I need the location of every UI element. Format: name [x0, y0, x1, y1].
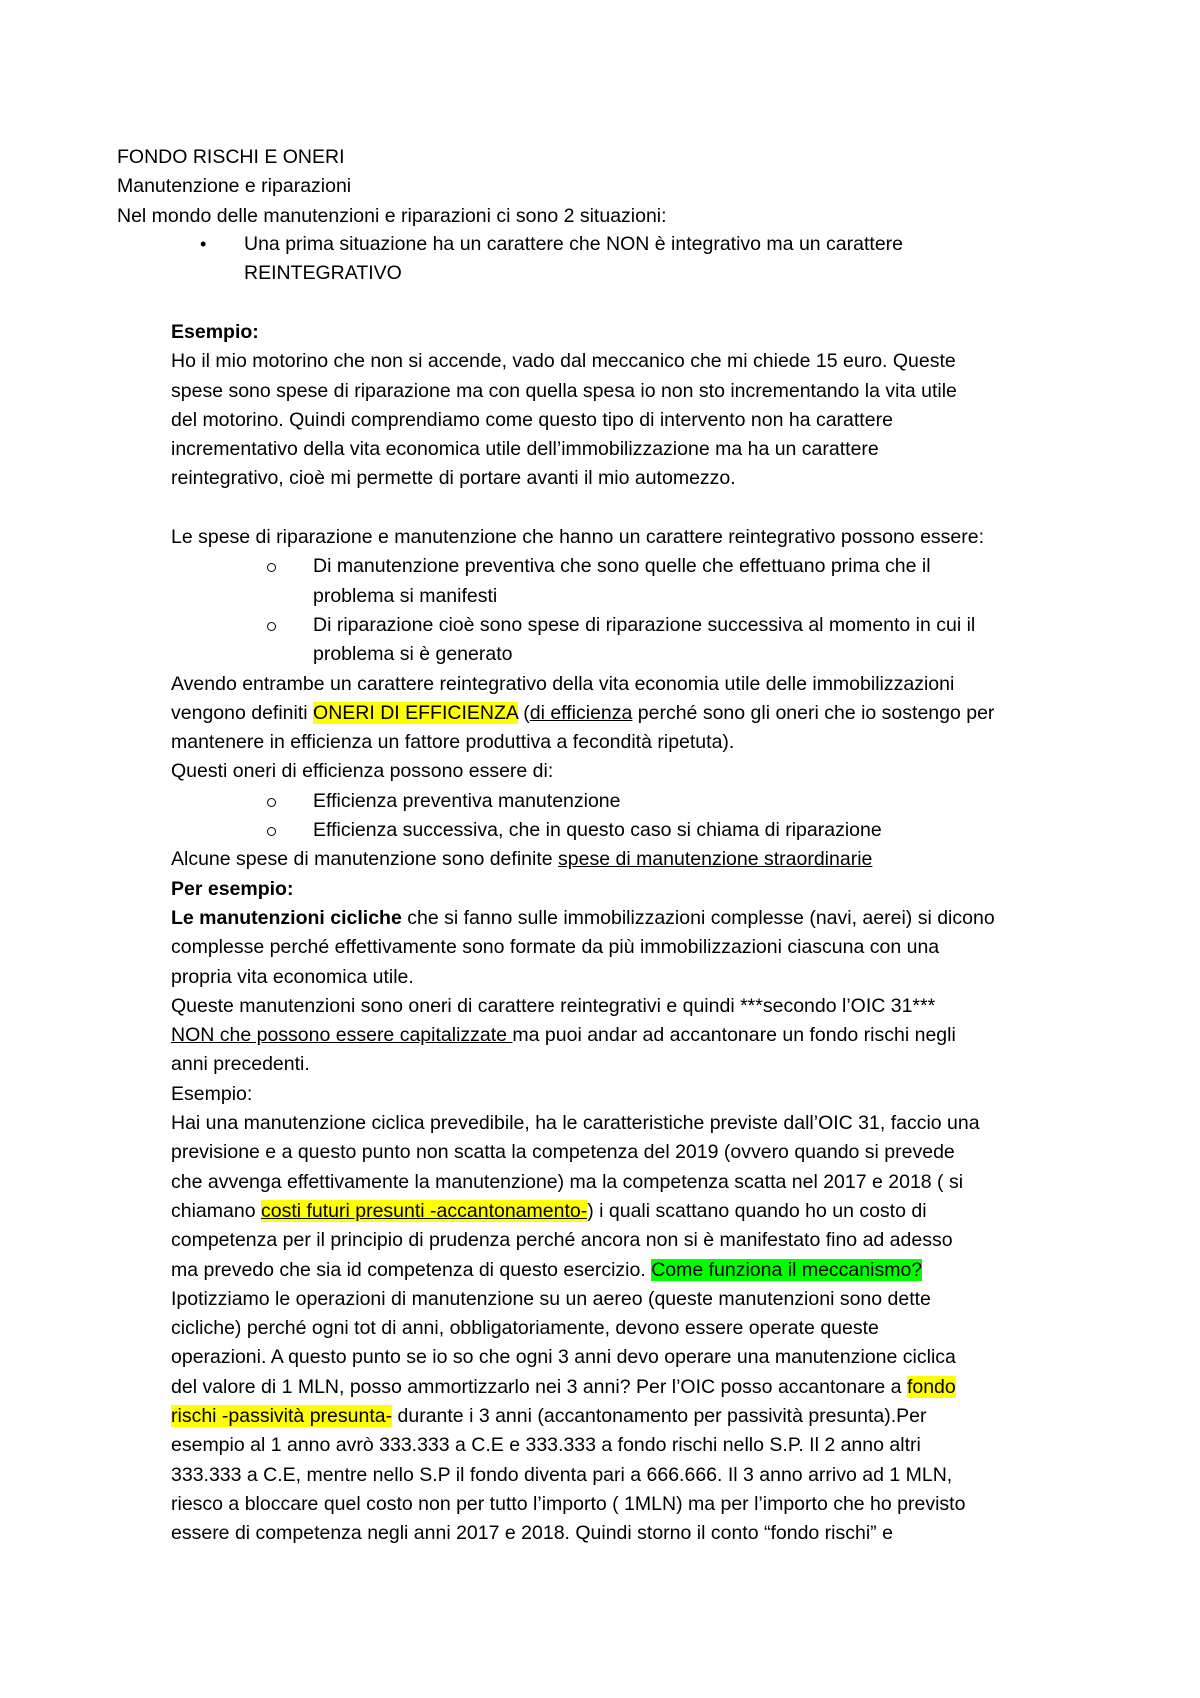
list-item: Di manutenzione preventiva che sono quelle che effettuano prima che il problema si manifesti: [267, 552, 1111, 611]
list-item: Efficienza preventiva manutenzione: [267, 787, 1111, 816]
cyclic-paragraph: Le manutenzioni cicliche che si fanno sulle immobilizzazioni complesse (navi, aerei) si dicono complesse perché effettivamente sono formate da più immobilizzazioni ciascuna con una propria vita economica utile.: [171, 906, 995, 988]
circle-bullet-icon: [267, 827, 276, 836]
efficiency-paragraph: Avendo entrambe un carattere reintegrativo della vita economia utile delle immobilizzazioni vengono definiti ONERI DI EFFICIENZA (di efficienza perché sono gli oneri che io sostengo per mantenere in efficienza un fattore produttiva a fecondità ripetuta).: [171, 672, 995, 754]
underline-non-capitalizzate: NON che possono essere capitalizzate: [171, 1024, 513, 1047]
list-item: Efficienza successiva, che in questo caso si chiama di riparazione: [267, 816, 1111, 845]
per-esempio-label: Per esempio:: [171, 877, 294, 900]
highlight-come-funziona: Come funziona il meccanismo?: [651, 1258, 923, 1281]
oic-paragraph: Queste manutenzioni sono oneri di carattere reintegrativi e quindi ***secondo l’OIC 31*** NON che possono essere capitalizzate ma puoi andar ad accantonare un fondo rischi negli anni precedenti.: [171, 994, 956, 1076]
example-paragraph: Ho il mio motorino che non si accende, vado dal meccanico che mi chiede 15 euro. Queste spese sono spese di riparazione ma con quella spesa io non sto incrementando la vita utile del motorino. Quindi comprendiamo come questo tipo di intervento non ha carattere incrementativo della vita economica utile dell’immobilizzazione ma ha un carattere reintegrativo, cioè mi permette di portare avanti il mio automezzo.: [171, 350, 957, 490]
bullet-text: Una prima situazione ha un carattere che NON è integrativo ma un carattere REINTEGRATIVO: [244, 233, 904, 285]
section-subtitle: Manutenzione e riparazioni: [117, 175, 352, 198]
intro-paragraph: Nel mondo delle manutenzioni e riparazioni ci sono 2 situazioni:: [117, 204, 667, 227]
paragraph-gap: [171, 494, 1111, 523]
extraordinary-paragraph: Alcune spese di manutenzione sono definite spese di manutenzione straordinarie: [171, 848, 873, 871]
circle-bullet-icon: [267, 622, 276, 631]
example2-paragraph: Hai una manutenzione ciclica prevedibile, ha le caratteristiche previste dall’OIC 31, faccio una previsione e a questo punto non scatta la competenza del 2019 (ovvero quando si prevede che avvenga effettivamente la manutenzione) ma la competenza scatta nel 2017 e 2018 ( si chiamano costi futuri presunti -accantonamento-) i quali scattano quando ho un costo di competenza per il principio di prudenza perché ancora non si è manifestato fino ad adesso ma prevedo che sia id competenza di questo esercizio. Come funziona il meccanismo? Ipotizziamo le operazioni di manutenzione su un aereo (queste manutenzioni sono dette cicliche) perché ogni tot di anni, obbligatoriamente, devono essere operate queste operazioni. A questo punto se io so che ogni 3 anni devo operare una manutenzione ciclica del valore di 1 MLN, posso ammortizzarlo nei 3 anni? Per l’OIC posso accantonare a fondo rischi -passività presunta- durante i 3 anni (accantonamento per passività presunta).Per esempio al 1 anno avrò 333.333 a C.E e 333.333 a fondo rischi nello S.P. Il 2 anno altri 333.333 a C.E, mentre nello S.P il fondo diventa pari a 666.666. Il 3 anno arrivo ad 1 MLN, riesco a bloccare quel costo non per tutto l’importo ( 1MLN) ma per l’importo che ho previsto essere di competenza negli anni 2017 e 2018. Quindi storno il conto “fondo rischi” e: [171, 1112, 980, 1545]
efficiency-list: [267, 787, 1111, 846]
efficiency-intro: Questi oneri di efficienza possono essere di:: [171, 760, 554, 783]
document-body: [171, 318, 1111, 1548]
highlight-rischi-passivita: rischi -passività presunta-: [171, 1404, 393, 1427]
document-title: FONDO RISCHI E ONERI: [117, 146, 345, 168]
reintegrative-list: [267, 552, 1111, 669]
document-header: [117, 143, 1117, 231]
bold-cicliche: Le manutenzioni cicliche: [171, 906, 402, 929]
reintegrative-intro: Le spese di riparazione e manutenzione che hanno un carattere reintegrativo possono essere:: [171, 526, 985, 549]
example2-label: Esempio:: [171, 1082, 253, 1105]
bullet-dot-icon: •: [200, 234, 207, 254]
highlight-costi-futuri: costi futuri presunti -accantonamento-: [260, 1199, 588, 1222]
list-item: Di riparazione cioè sono spese di riparazione successiva al momento in cui il problema si è generato: [267, 611, 1111, 670]
circle-bullet-icon: [267, 563, 276, 572]
circle-bullet-icon: [267, 798, 276, 807]
highlight-oneri-efficienza: ONERI DI EFFICIENZA: [313, 701, 518, 724]
underline-di-efficienza: di efficienza: [529, 701, 633, 724]
underline-straordinarie: spese di manutenzione straordinarie: [558, 848, 873, 871]
highlight-fondo: fondo: [906, 1375, 956, 1398]
example-label: Esempio:: [171, 321, 259, 343]
